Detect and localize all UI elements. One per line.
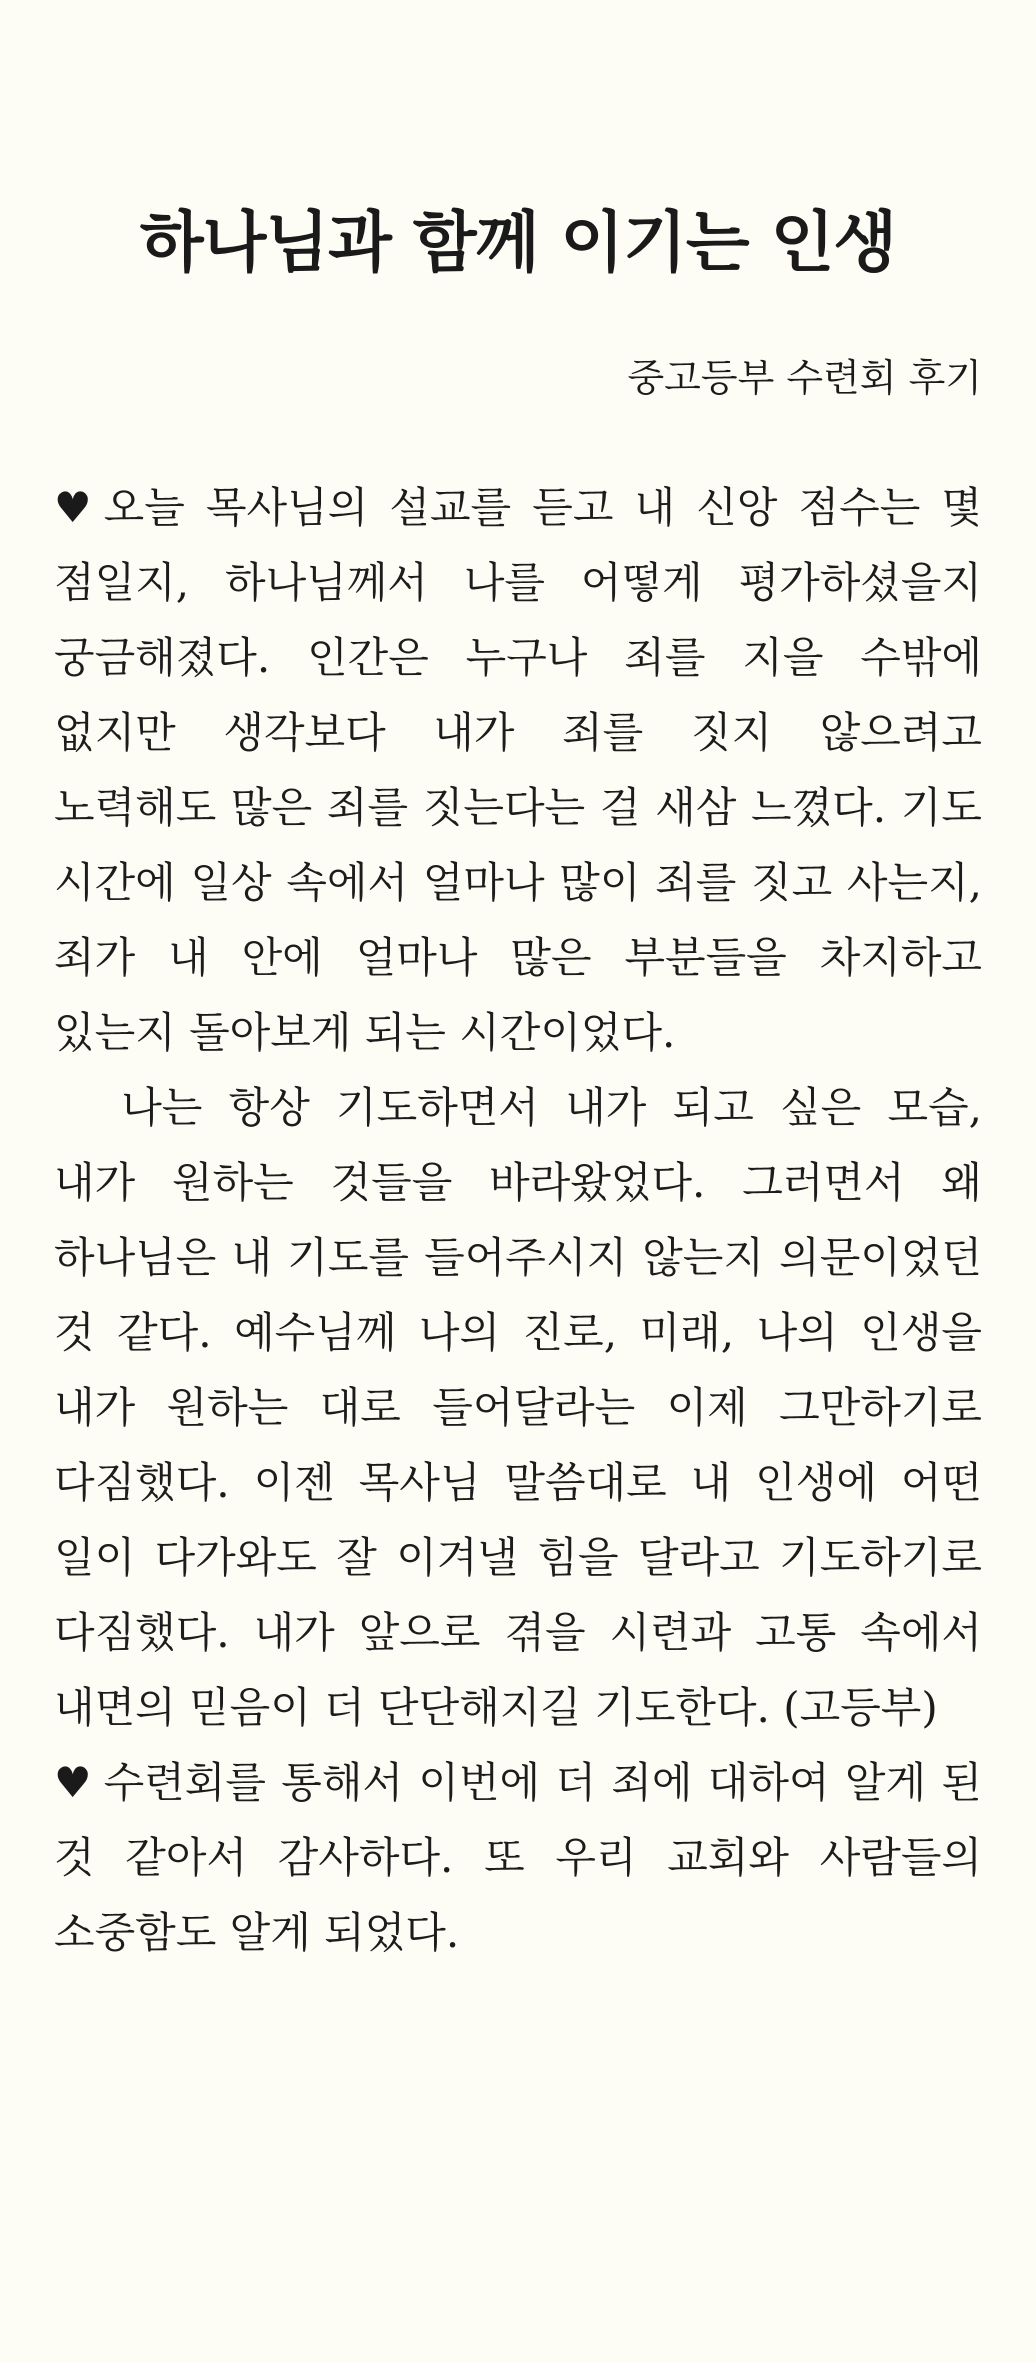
article-body [54,470,982,1970]
testimony-1-paragraph-2: 나는 항상 기도하면서 내가 되고 싶은 모습, 내가 원하는 것들을 바라왔었다. 그러면서 왜 하나님은 내 기도를 들어주시지 않는지 의문이었던 것 같다. 예수님께 나의 진로, 미래, 나의 인생을 내가 원하는 대로 들어달라는 이제 그만하기로 다짐했다. 이젠 목사님 말씀대로 내 인생에 어떤 일이 다가와도 잘 이겨낼 힘을 달라고 기도하기로 다짐했다. 내가 앞으로 겪을 시련과 고통 속에서 내면의 믿음이 더 단단해지길 기도한다. (고등부) [54,1083,982,1732]
testimony-1-paragraph-1 [54,470,982,1070]
heart-icon: ♥ [54,483,92,532]
page-subtitle: 중고등부 수련회 후기 [627,356,982,400]
testimony-2-text-1: 수련회를 통해서 이번에 더 죄에 대하여 알게 된 것 같아서 감사하다. 또 우리 교회와 사람들의 소중함도 알게 되었다. [54,1758,982,1957]
testimony-1-text-1: 오늘 목사님의 설교를 듣고 내 신앙 점수는 몇 점일지, 하나님께서 나를 어떻게 평가하셨을지 궁금해졌다. 인간은 누구나 죄를 지을 수밖에 없지만 생각보다 내가 죄를 짓지 않으려고 노력해도 많은 죄를 짓는다는 걸 새삼 느꼈다. 기도 시간에 일상 속에서 얼마나 많이 죄를 짓고 사는지, 죄가 내 안에 얼마나 많은 부분들을 차지하고 있는지 돌아보게 되는 시간이었다. [54,483,982,1057]
heart-icon: ♥ [54,1758,92,1807]
page-title: 하나님과 함께 이기는 인생 [139,204,897,281]
testimony-2-paragraph-1 [54,1745,982,1970]
